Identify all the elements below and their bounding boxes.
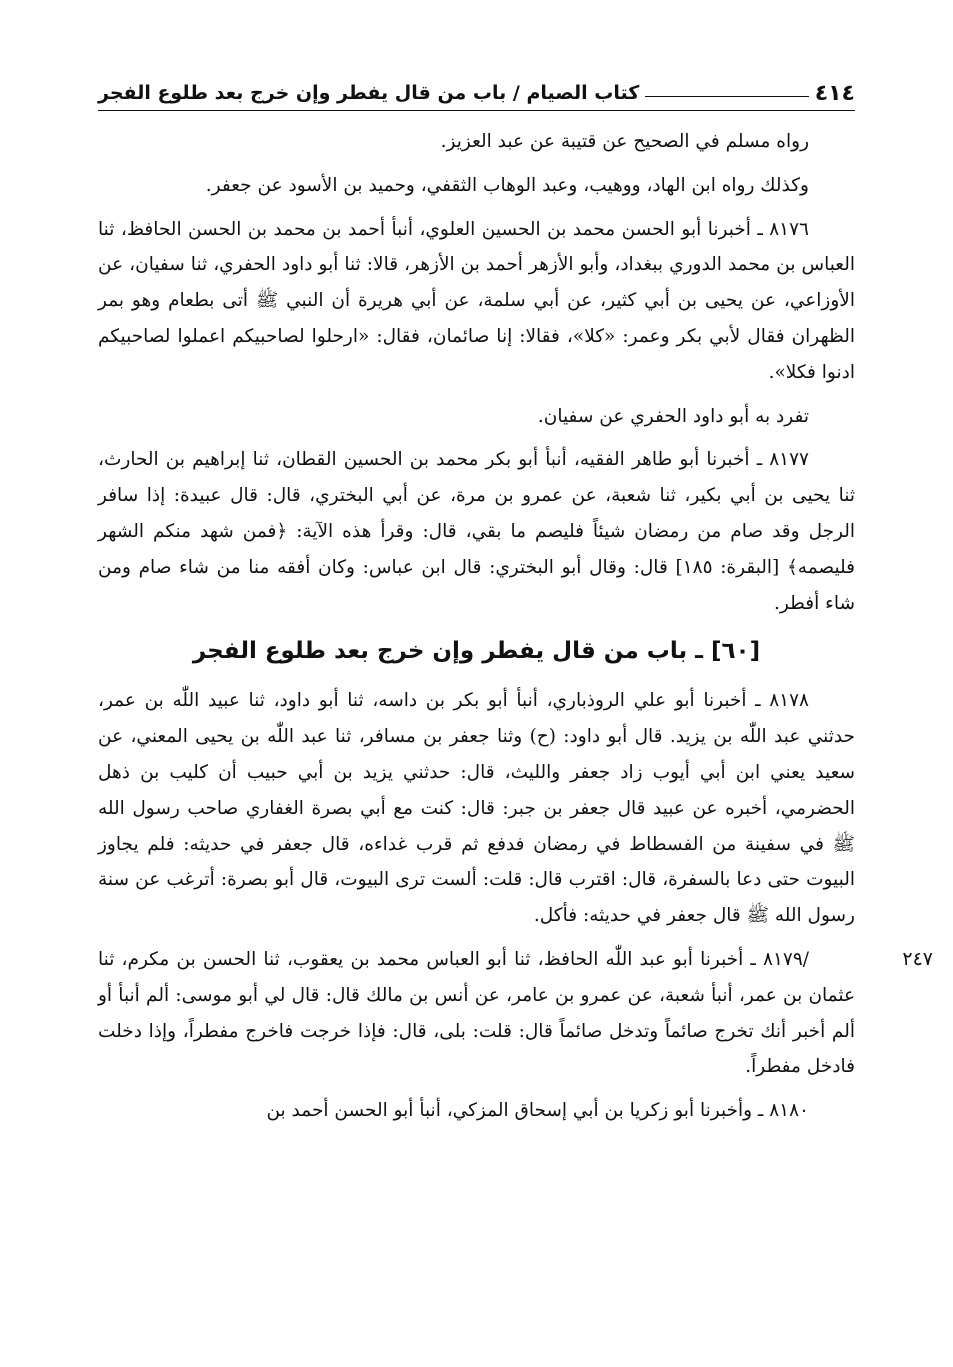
paragraph: تفرد به أبو داود الحفري عن سفيان. [537,405,809,427]
hadith-8176: ٨١٧٦ ـ أخبرنا أبو الحسن محمد بن الحسين العلوي، أنبأ أحمد بن محمد بن الحسن الحافظ، ثنا العباس بن محمد الدوري ببغداد، وأبو الأزهر أحمد بن الأزهر، قالا: ثنا أبو داود الحفري، ثنا سفيان، عن الأوزاعي، عن يحيى بن أبي كثير، عن أبي سلمة، عن أبي هريرة أن النبي ﷺ أتى بطعام وهو بمر الظهران فقال لأبي بكر وعمر: «كلا»، فقالا: إنا صائمان، فقال: «ارحلوا لصاحبيكم اعملوا لصاحبيكم ادنوا فكلا». [98,218,855,383]
hadith-8179 [98,942,933,1085]
body-text [98,124,933,1137]
hadith-8180: ٨١٨٠ ـ وأخبرنا أبو زكريا بن أبي إسحاق المزكي، أنبأ أبو الحسن أحمد بن [266,1100,809,1122]
hadith-8179-text: /٨١٧٩ ـ أخبرنا أبو عبد اللّٰه الحافظ، ثنا أبو العباس محمد بن يعقوب، ثنا الحسن بن مكرم، ثنا عثمان بن عمر، أنبأ شعبة، عن عمرو بن عامر، عن أنس بن مالك قال: قال لي أبو موسى: ألم أنبأ أو ألم أخبر أنك تخرج صائماً وتدخل صائماً قال: قلت: بلى، قال: فإذا خرجت فاخرج مفطراً، وإذا دخلت فادخل مفطراً. [98,948,855,1078]
paragraph: رواه مسلم في الصحيح عن قتيبة عن عبد العزيز. [440,131,809,152]
running-title: كتاب الصيام / باب من قال يفطر وإن خرج بعد طلوع الفجر [98,82,640,104]
margin-page-number: ٢٤٧ [902,947,933,970]
section-heading: [٦٠] ـ باب من قال يفطر وإن خرج بعد طلوع الفجر [192,638,761,665]
paragraph: وكذلك رواه ابن الهاد، ووهيب، وعبد الوهاب الثقفي، وحميد بن الأسود عن جعفر. [205,174,809,196]
hadith-8177: ٨١٧٧ ـ أخبرنا أبو طاهر الفقيه، أنبأ أبو بكر محمد بن الحسين القطان، ثنا إبراهيم بن الحارث، ثنا يحيى بن أبي بكير، ثنا شعبة، عن عمرو بن مرة، عن أبي البختري، قال: قال عبيدة: إذا سافر الرجل وقد صام من رمضان شيئاً فليصم ما بقي، قال: وقرأ هذه الآية: ﴿فمن شهد منكم الشهر فليصمه﴾ [البقرة: ١٨٥] قال: وقال أبو البختري: قال ابن عباس: وكان أفقه منا من شاء صام ومن شاء أفطر. [98,449,855,614]
running-header [98,66,855,111]
header-rule [645,96,808,97]
page-number: ٤١٤ [814,81,855,106]
hadith-8178: ٨١٧٨ ـ أخبرنا أبو علي الروذباري، أنبأ أبو بكر بن داسه، ثنا أبو داود، ثنا عبيد اللّٰه بن عمر، حدثني عبد اللّٰه بن يزيد. قال أبو داود: (ح) وثنا جعفر بن مسافر، ثنا عبد اللّٰه بن يحيى المعني، عن سعيد يعني ابن أبي أيوب زاد جعفر والليث، قال: حدثني يزيد بن أبي حبيب أن كليب بن ذهل الحضرمي، أخبره عن عبيد قال جعفر بن جبر: قال: كنت مع أبي بصرة الغفاري صاحب رسول الله ﷺ في سفينة من الفسطاط في رمضان فدفع ثم قرب غداءه، قال جعفر في حديثه: فلم يجاوز البيوت حتى دعا بالسفرة، قال: اقترب قال: قلت: ألست ترى البيوت، قال أبو بصرة: أترغب عن سنة رسول الله ﷺ قال جعفر في حديثه: فأكل. [98,690,855,927]
